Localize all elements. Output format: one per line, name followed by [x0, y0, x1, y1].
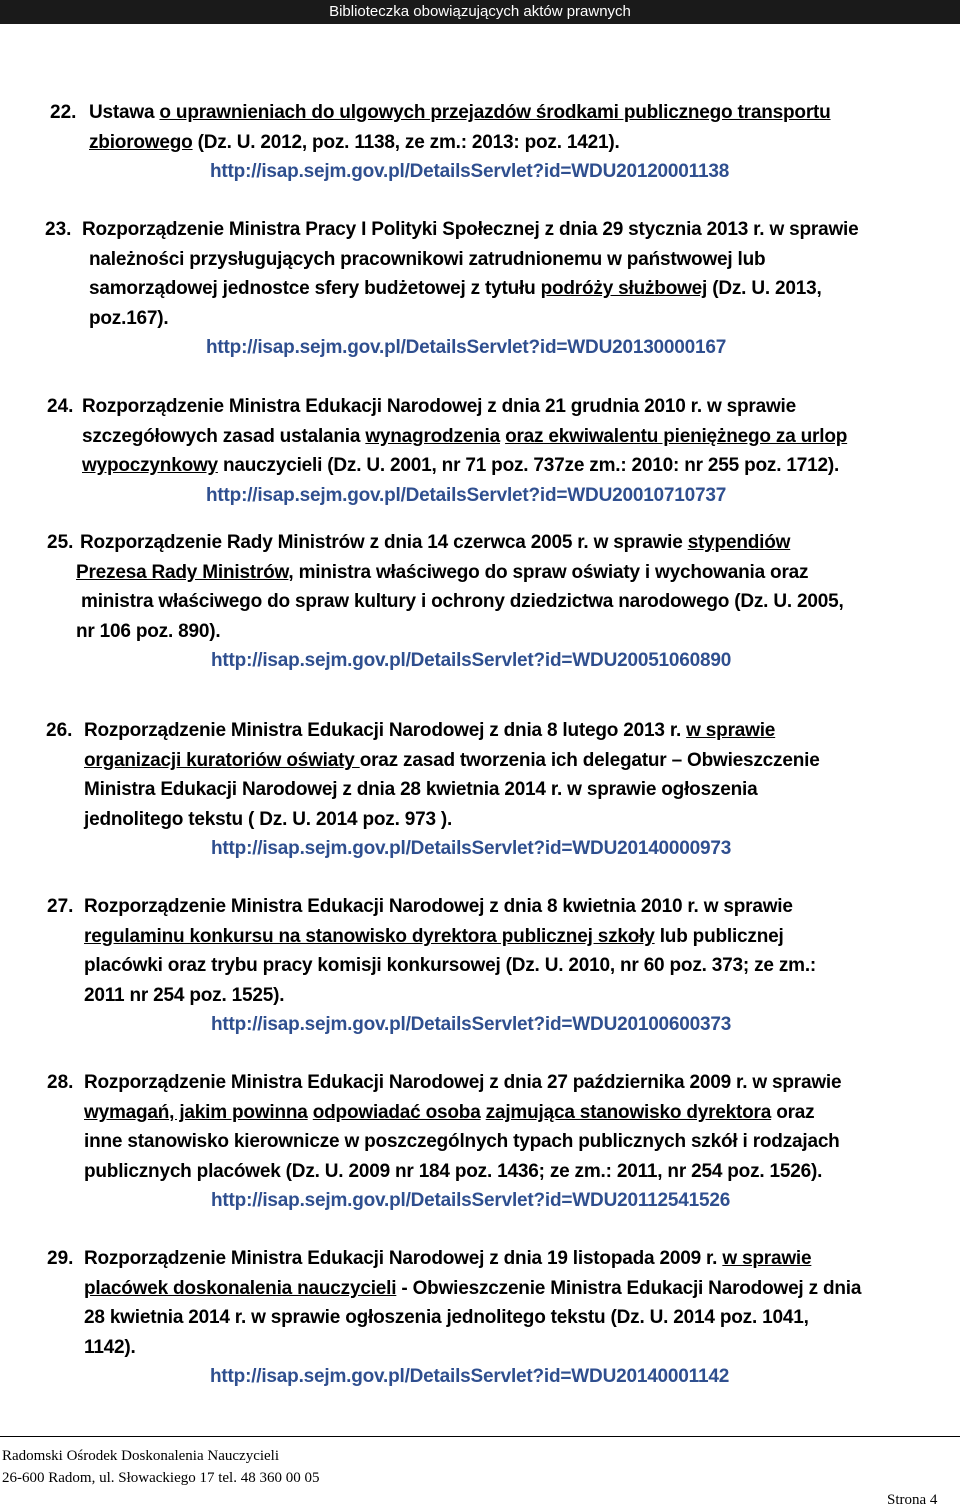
- underlined-term: wynagrodzenia: [365, 426, 500, 447]
- entry-number: 23.: [45, 219, 72, 240]
- entry-text-line: [84, 777, 757, 803]
- isap-link[interactable]: http://isap.sejm.gov.pl/DetailsServlet?id=WDU20010710737: [206, 485, 727, 506]
- entry-text-line: [84, 1159, 822, 1185]
- entry-text-line: [89, 276, 822, 302]
- entry-number: 27.: [47, 896, 74, 917]
- text-segment: Rozporządzenie Ministra Edukacji Narodowej z dnia 8 lutego 2013 r.: [84, 720, 687, 741]
- underlined-term: podróży służbowej: [540, 278, 708, 299]
- footer-divider: [0, 1436, 960, 1437]
- isap-link[interactable]: http://isap.sejm.gov.pl/DetailsServlet?id=WDU20140000973: [211, 838, 732, 859]
- entry-text-line: [84, 1100, 814, 1126]
- entry-text-line: [82, 424, 847, 450]
- text-segment: inne stanowisko kierownicze w poszczególnych typach publicznych szkół i rodzajach: [84, 1131, 840, 1152]
- entry-text-line: [84, 1335, 136, 1361]
- isap-link[interactable]: http://isap.sejm.gov.pl/DetailsServlet?id=WDU20112541526: [211, 1190, 731, 1211]
- text-segment: (Dz. U. 2012, poz. 1138, ze zm.: 2013: poz. 1421).: [192, 132, 620, 153]
- underlined-term: placówek doskonalenia nauczycieli: [84, 1278, 397, 1299]
- entry-text-line: [84, 983, 284, 1009]
- entry-text-line: [84, 807, 452, 833]
- entry-number: 24.: [47, 396, 74, 417]
- entry-text-line: [84, 748, 820, 774]
- text-segment: Rozporządzenie Ministra Edukacji Narodowej z dnia 21 grudnia 2010 r. w sprawie: [82, 396, 796, 417]
- text-segment: placówki oraz trybu pracy komisji konkursowej (Dz. U. 2010, nr 60 poz. 373; ze zm.:: [84, 955, 817, 976]
- isap-link[interactable]: http://isap.sejm.gov.pl/DetailsServlet?id=WDU20140001142: [210, 1366, 730, 1387]
- entry-text-line: [82, 217, 858, 243]
- entry-number: 28.: [47, 1072, 74, 1093]
- underlined-term: organizacji kuratoriów oświaty: [84, 750, 360, 771]
- text-segment: jednolitego tekstu ( Dz. U. 2014 poz. 973 ).: [84, 809, 453, 830]
- text-segment: Rozporządzenie Ministra Edukacji Narodowej z dnia 27 października 2009 r. w sprawie: [84, 1072, 842, 1093]
- underlined-term: oraz ekwiwalentu pieniężnego za urlop: [505, 426, 848, 447]
- entry-number: 25.: [47, 532, 74, 553]
- text-segment: Rozporządzenie Ministra Pracy I Polityki Społecznej z dnia 29 stycznia 2013 r. w sprawie: [82, 219, 859, 240]
- entry-text-line: [89, 130, 620, 156]
- page-header: [0, 0, 960, 24]
- entry-text-line: [84, 1129, 840, 1155]
- entry-text-line: [82, 453, 839, 479]
- text-segment: , ministra właściwego do spraw oświaty i wychowania oraz: [288, 562, 809, 583]
- text-segment: oraz: [771, 1102, 815, 1123]
- entry-text-line: [76, 560, 808, 586]
- entry-text-line: [84, 1276, 861, 1302]
- text-segment: publicznych placówek (Dz. U. 2009 nr 184 poz. 1436; ze zm.: 2011, nr 254 poz. 1526).: [84, 1161, 823, 1182]
- underlined-term: odpowiadać osoba: [312, 1102, 481, 1123]
- entry-text-line: [84, 894, 793, 920]
- text-segment: 2011 nr 254 poz. 1525).: [84, 985, 285, 1006]
- text-segment: należności przysługujących pracownikowi zatrudnionemu w państwowej lub: [89, 249, 766, 270]
- isap-link[interactable]: http://isap.sejm.gov.pl/DetailsServlet?id=WDU20051060890: [211, 650, 732, 671]
- underlined-term: Prezesa Rady Ministrów: [76, 562, 289, 583]
- underlined-term: regulaminu konkursu na stanowisko dyrektora publicznej szkoły: [84, 926, 655, 947]
- entry-text-line: [82, 394, 796, 420]
- text-segment: 28 kwietnia 2014 r. w sprawie ogłoszenia jednolitego tekstu (Dz. U. 2014 poz. 1041,: [84, 1307, 809, 1328]
- entry-text-line: [89, 306, 169, 332]
- isap-link[interactable]: http://isap.sejm.gov.pl/DetailsServlet?id=WDU20120001138: [210, 161, 730, 182]
- text-segment: nr 106 poz. 890).: [76, 621, 221, 642]
- text-segment: Rozporządzenie Rady Ministrów z dnia 14 czerwca 2005 r. w sprawie: [80, 532, 688, 553]
- entry-text-line: [84, 1305, 809, 1331]
- text-segment: lub publicznej: [654, 926, 784, 947]
- text-segment: Ustawa: [89, 102, 160, 123]
- isap-link[interactable]: http://isap.sejm.gov.pl/DetailsServlet?id=WDU20130000167: [206, 337, 727, 358]
- underlined-term: stypendiów: [687, 532, 791, 553]
- footer-institution: Radomski Ośrodek Doskonalenia Nauczycieli: [2, 1448, 280, 1464]
- text-segment: Rozporządzenie Ministra Edukacji Narodowej z dnia 19 listopada 2009 r.: [84, 1248, 723, 1269]
- header-title: Biblioteczka obowiązujących aktów prawnych: [329, 3, 631, 20]
- underlined-term: w sprawie: [722, 1248, 812, 1269]
- text-segment: ministra właściwego do spraw kultury i ochrony dziedzictwa narodowego (Dz. U. 2005,: [81, 591, 844, 612]
- isap-link[interactable]: http://isap.sejm.gov.pl/DetailsServlet?id=WDU20100600373: [211, 1014, 732, 1035]
- text-segment: nauczycieli (Dz. U. 2001, nr 71 poz. 737ze zm.: 2010: nr 255 poz. 1712).: [217, 455, 840, 476]
- entry-text-line: [89, 247, 765, 273]
- footer-page-number: Strona 4: [887, 1492, 938, 1508]
- text-segment: poz.167).: [89, 308, 169, 329]
- entry-text-line: [84, 718, 775, 744]
- text-segment: Ministra Edukacji Narodowej z dnia 28 kwietnia 2014 r. w sprawie ogłoszenia: [84, 779, 758, 800]
- entry-text-line: [84, 1246, 811, 1272]
- underlined-term: zbiorowego: [89, 132, 193, 153]
- entry-text-line: [76, 619, 220, 645]
- underlined-term: o uprawnieniach do ulgowych przejazdów środkami publicznego transportu: [159, 102, 831, 123]
- text-segment: - Obwieszczenie Ministra Edukacji Narodowej z dnia: [396, 1278, 862, 1299]
- text-segment: szczegółowych zasad ustalania: [82, 426, 366, 447]
- entry-text-line: [80, 530, 790, 556]
- text-segment: (Dz. U. 2013,: [707, 278, 822, 299]
- entry-text-line: [81, 589, 844, 615]
- underlined-term: wypoczynkowy: [82, 455, 218, 476]
- text-segment: 1142).: [84, 1337, 136, 1358]
- entry-number: 29.: [47, 1248, 74, 1269]
- underlined-term: wymagań, jakim powinna: [84, 1102, 308, 1123]
- underlined-term: w sprawie: [686, 720, 776, 741]
- entry-number: 22.: [50, 102, 77, 123]
- entry-text-line: [84, 924, 784, 950]
- entry-text-line: [89, 100, 831, 126]
- entry-text-line: [84, 953, 816, 979]
- footer-address: 26-600 Radom, ul. Słowackiego 17 tel. 48 360 00 05: [2, 1470, 320, 1486]
- text-segment: samorządowej jednostce sfery budżetowej z tytułu: [89, 278, 541, 299]
- underlined-term: zajmująca stanowisko dyrektora: [485, 1102, 772, 1123]
- text-segment: Rozporządzenie Ministra Edukacji Narodowej z dnia 8 kwietnia 2010 r. w sprawie: [84, 896, 793, 917]
- entry-text-line: [84, 1070, 841, 1096]
- entry-number: 26.: [46, 720, 73, 741]
- text-segment: oraz zasad tworzenia ich delegatur – Obwieszczenie: [359, 750, 820, 771]
